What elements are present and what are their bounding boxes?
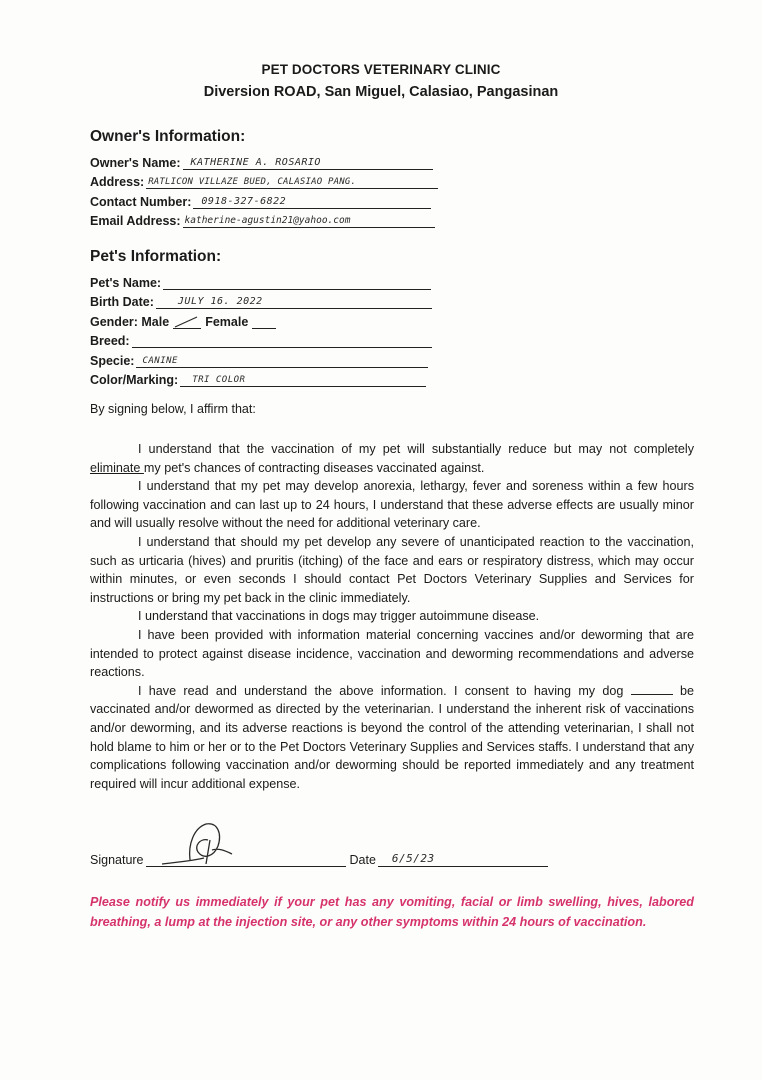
email-address-field[interactable] (183, 212, 435, 228)
pet-section-title: Pet's Information: (90, 248, 222, 265)
contact-number-value: 0918-327-6822 (201, 195, 287, 207)
specie-value: CANINE (142, 355, 178, 366)
breed-row (90, 329, 432, 349)
breed-label: Breed: (90, 334, 130, 348)
owner-address-value: RATLICON VILLAZE BUED, CALASIAO PANG. (148, 177, 357, 187)
email-address-value: katherine-agustin21@yahoo.com (184, 215, 351, 226)
birth-date-field[interactable] (156, 293, 432, 309)
gender-female-field[interactable] (252, 313, 276, 329)
breed-field[interactable] (132, 332, 432, 348)
birth-date-label: Birth Date: (90, 295, 154, 309)
paragraph-text: I have read and understand the above information. I consent to having my dog (138, 683, 631, 698)
gender-male-field[interactable] (173, 313, 201, 329)
contact-number-field[interactable] (193, 193, 431, 209)
consent-paragraph: I understand that vaccinations in dogs may trigger autoimmune disease. (138, 609, 540, 624)
dog-name-blank[interactable] (631, 683, 673, 695)
underlined-word: eliminate (90, 460, 144, 475)
email-address-row (90, 209, 438, 229)
owner-name-row (90, 150, 438, 170)
consent-paragraph (90, 682, 694, 794)
owner-address-label: Address: (90, 175, 145, 189)
handwritten-signature (160, 820, 240, 870)
signature-label: Signature (90, 853, 144, 867)
owner-section-title: Owner's Information: (90, 128, 246, 145)
owner-information-section (90, 128, 438, 228)
owner-address-row (90, 170, 438, 190)
clinic-name: PET DOCTORS VETERINARY CLINIC (261, 62, 501, 77)
pet-name-field[interactable] (163, 274, 431, 290)
paragraph-text: my pet's chances of contracting diseases vaccinated against. (143, 460, 485, 475)
specie-field[interactable] (136, 352, 428, 368)
owner-name-field[interactable] (183, 154, 433, 170)
consent-paragraph: I understand that should my pet develop any severe of unanticipated reaction to the vaccination, such as urticaria (hives) and pruritis (itching) of the face and ears or respiratory distress, which may occur within minutes, or even seconds I should contact Pet Doctors Veterinary Supplies and Services for instructions or bring my pet back in the clinic immediately. (90, 534, 694, 605)
consent-paragraph: I understand that my pet may develop anorexia, lethargy, fever and soreness within a few hours following vaccination and can last up to 24 hours, I understand that these adverse effects are usually minor and will usually resolve without the need for additional veterinary care. (90, 479, 694, 531)
date-value: 6/5/23 (391, 852, 435, 865)
contact-number-label: Contact Number: (90, 194, 192, 209)
email-address-label: Email Address: (90, 214, 181, 228)
affirmation-intro: By signing below, I affirm that: (90, 402, 256, 416)
checkmark-icon (173, 314, 201, 328)
specie-label: Specie: (90, 353, 135, 368)
consent-body (90, 440, 694, 793)
date-label: Date (349, 853, 376, 867)
post-vaccination-notice: Please notify us immediately if your pet has any vomiting, facial or limb swelling, hives, labored breathing, a lump at the injection site, or any other symptoms within 24 hours of vaccination. (90, 895, 694, 929)
consent-paragraph (90, 440, 694, 477)
gender-male-label: Gender: Male (90, 314, 170, 329)
pet-name-row (90, 270, 432, 290)
paragraph-text: I understand that the vaccination of my pet will substantially reduce but may not completely (138, 442, 694, 456)
birth-date-row (90, 290, 432, 310)
gender-female-label: Female (205, 314, 249, 329)
owner-name-label: Owner's Name: (90, 155, 181, 170)
paragraph-text: be vaccinated and/or dewormed as directed by the veterinarian. I understand the inherent risk of vaccinations and/or deworming, and its adverse reactions is beyond the control of the attending veterinarian, I shall not hold blame to him or her or to the Pet Doctors Veterinary Supplies and Services staffs. I understand that any complications following vaccination and/or deworming should be reported immediately and any treatment required will incur additional expense. (90, 683, 694, 791)
gender-row (90, 309, 432, 329)
color-marking-value: TRI COLOR (192, 375, 246, 385)
signature-field[interactable] (146, 852, 346, 867)
birth-date-value: JULY 16. 2022 (177, 296, 263, 307)
consent-paragraph: I have been provided with information material concerning vaccines and/or deworming that are intended to protect against disease incidence, vaccination and deworming recommendations and adverse reactions. (90, 627, 694, 680)
pet-name-label: Pet's Name: (90, 275, 162, 290)
date-field[interactable] (378, 852, 548, 867)
pet-information-section (90, 248, 432, 387)
specie-row (90, 348, 432, 368)
clinic-address: Diversion ROAD, San Miguel, Calasiao, Pangasinan (203, 84, 559, 100)
signature-row (90, 852, 548, 867)
color-marking-row (90, 368, 432, 388)
form-header (0, 62, 762, 100)
color-marking-label: Color/Marking: (90, 373, 179, 387)
owner-name-value: KATHERINE A. ROSARIO (190, 156, 321, 168)
contact-number-row (90, 189, 438, 209)
color-marking-field[interactable] (180, 371, 426, 387)
owner-address-field[interactable] (146, 173, 438, 189)
